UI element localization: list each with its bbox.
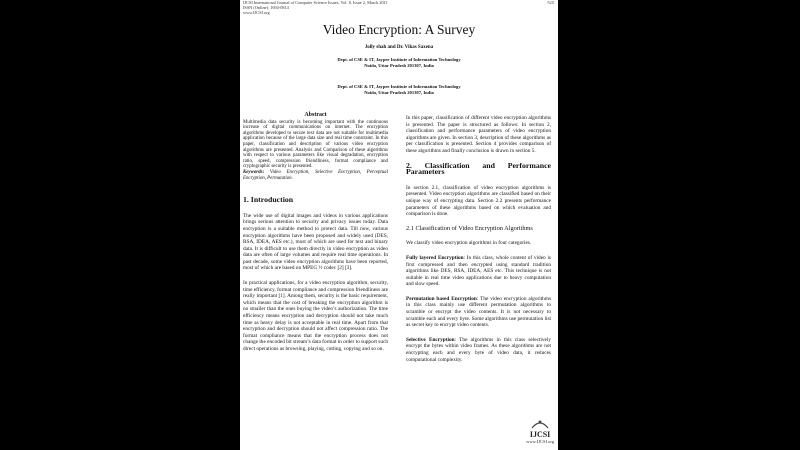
subsection-2-1-intro: We classify video encryption algorithms in four categories. [406, 240, 532, 247]
paper-page [240, 0, 558, 450]
keywords-label: Keywords: [243, 169, 265, 175]
journal-issn: ISSN (Online): 1694-0814 [243, 5, 289, 10]
keywords-list: Video Encryption, Selective Encryption, Perceptual Encryption, Permutation. [243, 169, 388, 181]
affiliation-1-dept: Dept. of CSE & IT, Jaypee Institute of Information Technology [337, 57, 461, 62]
affiliation-2 [240, 84, 558, 96]
subsection-2-1-heading: 2.1 Classification of Video Encryption Algorithms [406, 224, 533, 232]
ijcsi-url[interactable]: www.IJCSI.org [526, 439, 554, 444]
abstract-text: Multimedia data security is becoming important with the continuous increase of digital communications on internet. The encryption algorithms developed to secure text data are not suitable for multimedia application because of the large data size and real time constraint. In this paper, classification and description of various video encryption algorithms are presented. Analysis and Comparison of these algorithms with respect to various parameters like visual degradation, encryption ratio, speed, compression friendliness, format compliance and cryptographic security is presented. [243, 119, 388, 170]
affiliation-1 [240, 57, 558, 69]
journal-name: IJCSI International Journal of Computer Science Issues, Vol. 8, Issue 2, March 2011 [243, 0, 388, 5]
intro-paragraph-1: The wide use of digital images and videos in various applications brings serious attention to security and privacy issues today. Data encryption is a suitable method to protect data. Till now, various encryption algorithms have been proposed and widely used (DES, RSA, IDEA, AES etc.), most of which are used for text and binary data. It is difficult to use them directly in video encryption as video data are often of large volumes and require real time operations. In past decade, some video encryption algorithms have been reported, most of which are based on MPEG ½ codec [2] [3]. [243, 212, 388, 272]
affiliation-1-address: Noida, Uttar Pradesh 201307, India [364, 63, 434, 68]
ijcsi-logo [526, 418, 554, 444]
permutation-based-text: : The video encryption algorithms in this class mainly use different permutation algorithms to scramble or encrypt the video contents. It is not necessary to scramble each and every byte. Some algorithms use permutation list as secret key to encrypt video contents. [406, 295, 552, 329]
journal-header [243, 0, 388, 15]
section-2-paragraph: In section 2.1, classification of video encryption algorithms is presented. Video encryption algorithms are classified based on their unique way of encrypting data. Section 2.2 presents performance parameters of these algorithms based on which evaluation and comparison is done. [406, 184, 551, 218]
ijcsi-logo-text: IJCSI [529, 430, 551, 439]
fully-layered-term: Fully layered Encryption [406, 254, 464, 261]
page-number: 525 [547, 0, 554, 5]
intro-heading: 1. Introduction [243, 195, 294, 205]
affiliation-2-address: Noida, Uttar Pradesh 201307, India [364, 90, 434, 95]
paper-title: Video Encryption: A Survey [322, 22, 476, 37]
left-column [243, 112, 388, 361]
right-column [406, 115, 551, 371]
fully-layered-text: : In this class, whole content of video is first compressed and then encrypted using standard tradition algorithms like DES, RSA, IDEA, AES etc. This technique is not suitable in real time video applications due to heavy computation and slow speed. [406, 254, 551, 288]
ijcsi-logo-icon [530, 418, 550, 430]
intro-paragraph-2: In practical applications, for a video encryption algorithm, security, time efficiency, format compliance and compression friendliness are really important [1]. Among them, security is the basic requirement, which means that the cost of breaking the encryption algorithm is no smaller than the ones buying the video’s authorization. The time efficiency means encryption and decryption should not take much time as heavy delay is not acceptable in real time. Apart from that encryption and decryption should not affect compression ratio. The format compliance means that the encryption process does not change the encoded bit stream’s data format in order to support such direct operations as browsing, playing, cutting, copying and so on. [243, 280, 388, 352]
keywords [243, 170, 388, 181]
section-2-heading: 2. Classification and Performance Parameters [406, 160, 551, 177]
paper-structure-paragraph: In this paper, classification of different video encryption algorithms is presented. The paper is structured as follows: In section 2, classification and performance parameters of video encryption algorithms are given. In section 3, description of these algorithms as per classification is presented. Section 4 provides comparison of these algorithms and finally conclusion is drawn in section 5. [406, 115, 551, 154]
selective-term: Selective Encryption [406, 336, 455, 343]
journal-site[interactable]: www.IJCSI.org [243, 10, 270, 15]
abstract-heading: Abstract [304, 112, 327, 118]
affiliation-2-dept: Dept. of CSE & IT, Jaypee Institute of Information Technology [337, 84, 461, 89]
selective-text: : The algorithms in this class selectively encrypt the bytes within video frames. As these algorithms are not encrypting each and every byte of video data, it reduces computational complexity. [406, 336, 551, 363]
selective-encryption [406, 337, 551, 363]
permutation-based-term: Permutation based Encryption [406, 295, 477, 302]
paper-authors: Jolly shah and Dr. Vikas Saxena [364, 45, 434, 50]
permutation-based-encryption [406, 296, 551, 329]
fully-layered-encryption [406, 255, 551, 288]
